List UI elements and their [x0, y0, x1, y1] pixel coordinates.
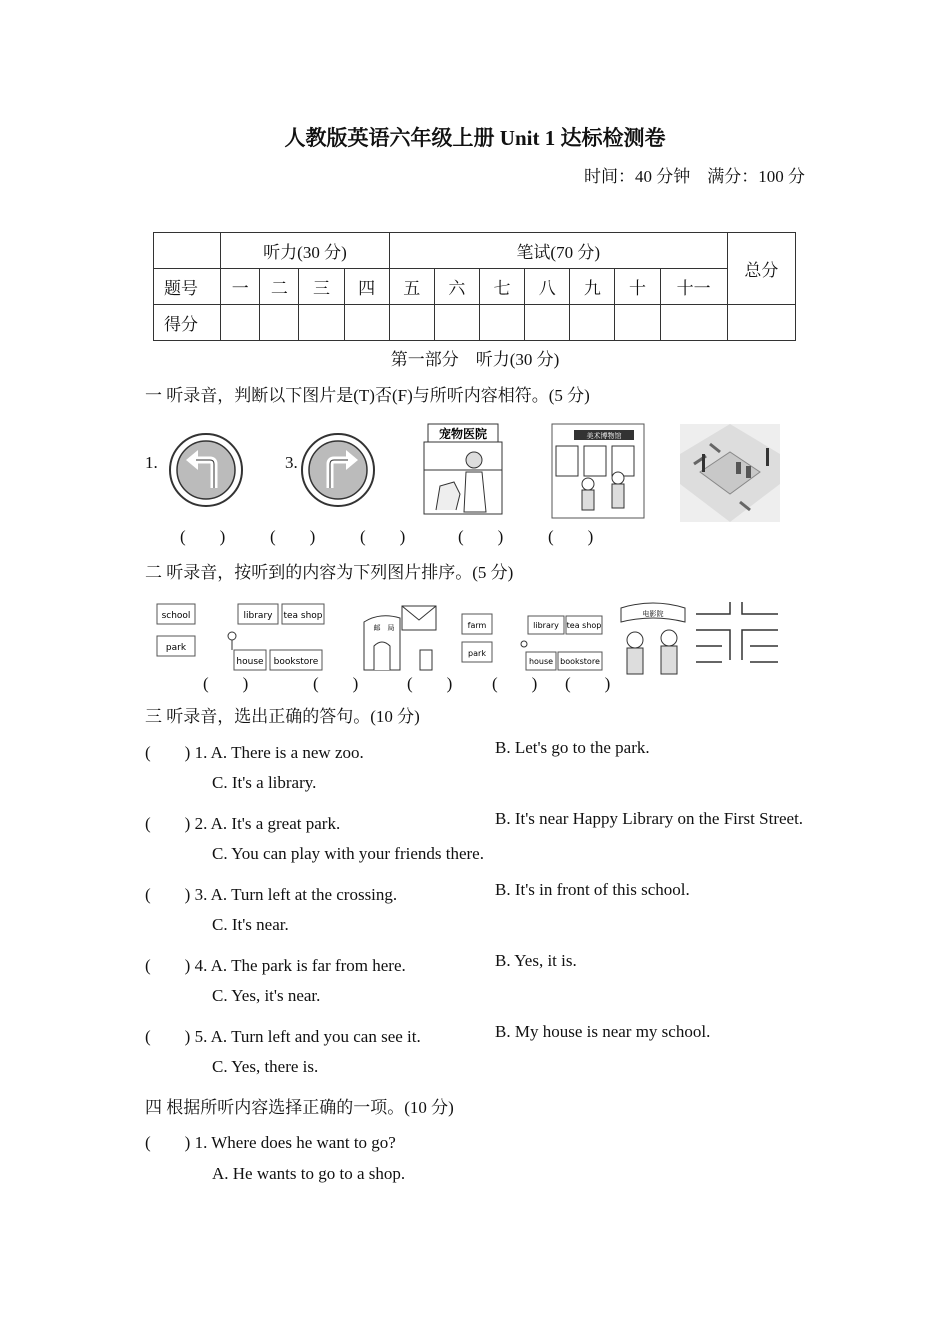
- section-4-heading: 四 根据所听内容选择正确的一项。(10 分): [145, 1098, 454, 1117]
- score-table: [153, 232, 796, 341]
- question-1: ( ) 1. A. There is a new zoo.: [145, 743, 364, 762]
- option-b: B. My house is near my school.: [495, 1022, 711, 1041]
- cinema-kids-icon: [615, 600, 691, 676]
- art-museum-icon: [550, 422, 646, 520]
- option-c: C. You can play with your friends there.: [212, 844, 484, 863]
- score-cell[interactable]: [615, 305, 660, 341]
- total-header: 总分: [727, 233, 795, 305]
- exam-meta: 时间：40 分钟 满分：100 分: [584, 167, 805, 186]
- score-cell[interactable]: [479, 305, 524, 341]
- answer-paren[interactable]: ( ): [492, 674, 538, 693]
- answer-paren[interactable]: ( ): [180, 527, 226, 546]
- score-cell[interactable]: [260, 305, 299, 341]
- table-corner: [154, 233, 221, 269]
- option-c: C. Yes, there is.: [212, 1057, 319, 1076]
- row-label-score: 得分: [154, 305, 221, 341]
- svg-text:house: house: [528, 657, 554, 666]
- col-4: 四: [344, 269, 389, 305]
- col-3: 三: [299, 269, 344, 305]
- score-cell[interactable]: [660, 305, 727, 341]
- score-cell[interactable]: [434, 305, 479, 341]
- option-a: A. He wants to go to a shop.: [212, 1164, 406, 1183]
- listening-header: 听力(30 分): [221, 233, 390, 269]
- turn-left-sign-icon: [168, 432, 244, 508]
- section-1-heading: 一 听录音，判断以下图片是(T)否(F)与所听内容相符。(5 分): [145, 386, 590, 405]
- answer-paren[interactable]: ( ): [360, 527, 406, 546]
- option-c: C. It's near.: [212, 915, 289, 934]
- svg-text:park: park: [165, 643, 187, 653]
- svg-text:tea shop: tea shop: [566, 621, 602, 630]
- svg-text:bookstore: bookstore: [560, 657, 600, 666]
- answer-paren[interactable]: ( ): [270, 527, 316, 546]
- score-cell[interactable]: [344, 305, 389, 341]
- writing-header: 笔试(70 分): [389, 233, 727, 269]
- question-2: ( ) 2. A. It's a great park.: [145, 814, 341, 833]
- option-c: C. Yes, it's near.: [212, 986, 321, 1005]
- col-11: 十一: [660, 269, 727, 305]
- svg-text:house: house: [236, 657, 264, 667]
- option-b: B. Yes, it is.: [495, 951, 577, 970]
- town-map-icon: [518, 612, 604, 674]
- answer-paren[interactable]: ( ): [548, 527, 594, 546]
- col-7: 七: [479, 269, 524, 305]
- street-map-icon: [694, 600, 780, 666]
- answer-paren[interactable]: ( ): [458, 527, 504, 546]
- answer-paren[interactable]: ( ): [565, 674, 611, 693]
- section-2-heading: 二 听录音，按听到的内容为下列图片排序。(5 分): [145, 563, 514, 582]
- svg-text:library: library: [243, 611, 273, 621]
- hospital-sign: 宠物医院: [438, 427, 488, 441]
- option-b: B. Let's go to the park.: [495, 738, 650, 757]
- svg-text:tea shop: tea shop: [283, 611, 323, 621]
- col-10: 十: [615, 269, 660, 305]
- svg-text:邮 局: 邮 局: [373, 624, 395, 632]
- svg-text:school: school: [161, 611, 191, 621]
- museum-sign: 美术博物馆: [586, 432, 622, 440]
- option-c: C. It's a library.: [212, 773, 317, 792]
- svg-text:bookstore: bookstore: [273, 657, 319, 667]
- col-2: 二: [260, 269, 299, 305]
- answer-paren[interactable]: ( ): [203, 674, 249, 693]
- score-cell[interactable]: [525, 305, 570, 341]
- col-9: 九: [570, 269, 615, 305]
- question-5: ( ) 5. A. Turn left and you can see it.: [145, 1027, 421, 1046]
- score-cell[interactable]: [389, 305, 434, 341]
- score-cell[interactable]: [221, 305, 260, 341]
- option-b: B. It's in front of this school.: [495, 880, 690, 899]
- row-label-number: 题号: [154, 269, 221, 305]
- question-4: ( ) 4. A. The park is far from here.: [145, 956, 406, 975]
- col-1: 一: [221, 269, 260, 305]
- farm-park-map-icon: [460, 612, 494, 664]
- pet-hospital-icon: [420, 422, 504, 516]
- section-3-heading: 三 听录音，选出正确的答句。(10 分): [145, 707, 420, 726]
- svg-text:park: park: [468, 649, 486, 658]
- crossing-icon: [680, 424, 780, 522]
- col-6: 六: [434, 269, 479, 305]
- score-cell[interactable]: [727, 305, 795, 341]
- question-3: ( ) 3. A. Turn left at the crossing.: [145, 885, 398, 904]
- post-office-icon: [360, 602, 440, 672]
- question-1: ( ) 1. Where does he want to go?: [145, 1133, 396, 1152]
- turn-right-sign-icon: [300, 432, 376, 508]
- answer-paren[interactable]: ( ): [407, 674, 453, 693]
- item-label-3: 3.: [285, 453, 298, 472]
- town-map-icon: [224, 600, 328, 674]
- page-title: 人教版英语六年级上册 Unit 1 达标检测卷: [284, 126, 666, 150]
- col-8: 八: [525, 269, 570, 305]
- svg-text:farm: farm: [467, 621, 487, 630]
- score-cell[interactable]: [570, 305, 615, 341]
- col-5: 五: [389, 269, 434, 305]
- score-cell[interactable]: [299, 305, 344, 341]
- school-park-map-icon: [155, 600, 199, 662]
- svg-text:电影院: 电影院: [642, 610, 664, 618]
- svg-text:library: library: [533, 621, 559, 630]
- part-heading: 第一部分 听力(30 分): [390, 350, 560, 369]
- item-label-1: 1.: [145, 453, 158, 472]
- answer-paren[interactable]: ( ): [313, 674, 359, 693]
- option-b: B. It's near Happy Library on the First Street.: [495, 809, 804, 828]
